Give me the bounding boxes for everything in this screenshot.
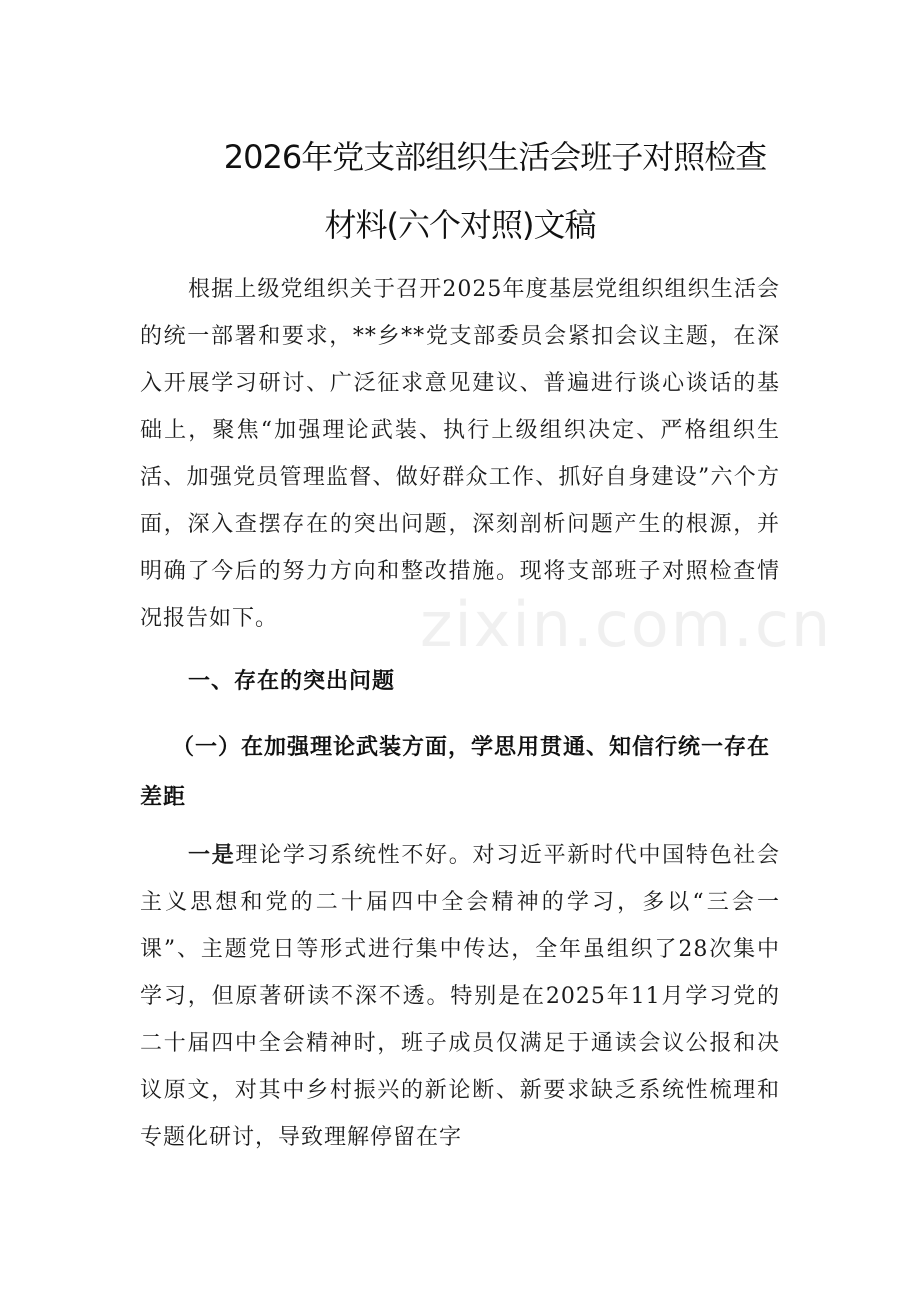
watermark: zixin.com.cn [420,588,833,661]
point-paragraph [140,832,780,1161]
section-heading: 一、存在的突出问题 [188,668,396,694]
point-lead: 一是 [188,842,236,868]
subsection-heading: （一）在加强理论武装方面，学思用贯通、知信行统一存在差距 [140,734,771,810]
point-text: 理论学习系统性不好。对习近平新时代中国特色社会主义思想和党的二十届四中全会精神的学习，多以“三会一课”、主题党日等形式进行集中传达，全年虽组织了28次集中学习，但原著研读不深不透。特别是在2025年11月学习党的二十届四中全会精神时，班子成员仅满足于通读会议公报和决议原文，对其中乡村振兴的新论断、新要求缺乏系统性梳理和专题化研讨，导致理解停留在字 [140,843,780,1150]
document-title-line-2: 材料(六个对照)文稿 [324,206,596,244]
intro-paragraph: 根据上级党组织关于召开2025年度基层党组织组织生活会的统一部署和要求，**乡**党支部委员会紧扣会议主题，在深入开展学习研讨、广泛征求意见建议、普遍进行谈心谈话的基础上，聚焦“加强理论武装、执行上级组织决定、严格组织生活、加强党员管理监督、做好群众工作、抓好自身建设”六个方面，深入查摆存在的突出问题，深刻剖析问题产生的根源，并明确了今后的努力方向和整改措施。现将支部班子对照检查情况报告如下。 [140,277,780,631]
document-title-line-1: 2026年党支部组织生活会班子对照检查 [223,138,767,176]
